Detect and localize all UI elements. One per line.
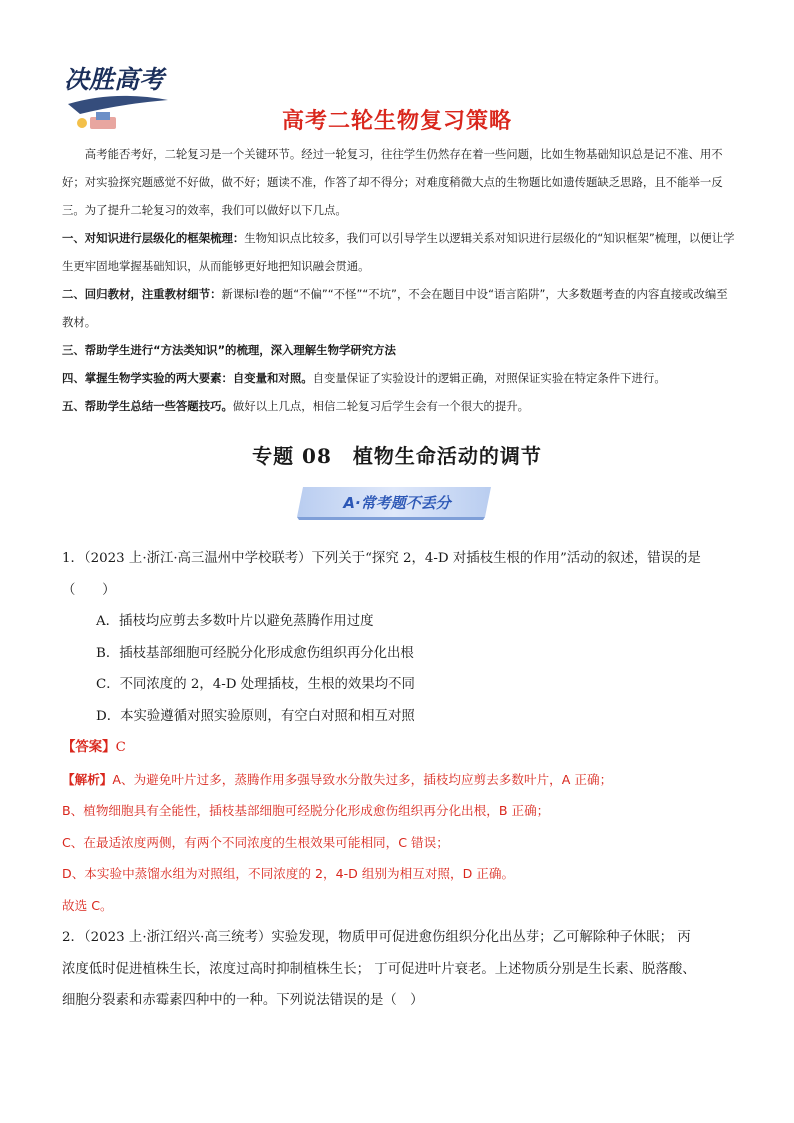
tip-5-body: 做好以上几点，相信二轮复习后学生会有一个很大的提升。 [232,399,530,413]
answer-value: C [115,740,126,755]
tip-2 [62,280,736,336]
question-2-line-3: 细胞分裂素和赤霉素四种中的一种。下列说法错误的是（ ） [62,993,424,1008]
section-badge-label: A·常考题不丢分 [343,494,451,512]
tip-1-body: 生物知识点比较多，我们可以引导学生以逻辑关系对知识进行层级化的“知识框架”梳理，以便让学生更牢固地掌握基础知识，从而能够更好地把知识融会贯通。 [62,231,735,273]
answer-line [62,732,736,764]
analysis-a-text: A、为避免叶片过多，蒸腾作用多强导致水分散失过多，插枝均应剪去多数叶片，A 正确； [112,771,613,787]
conclusion: 故选 C。 [62,897,113,913]
analysis-line-d: D、本实验中蒸馏水组为对照组，不同浓度的 2，4-D 组别为相互对照，D 正确。 [62,866,515,881]
tip-5 [62,392,736,420]
tip-3-heading: 三、帮助学生进行“方法类知识”的梳理，深入理解生物学研究方法 [62,343,396,357]
intro-section [62,140,736,420]
analysis-tag: 【解析】 [62,771,113,787]
document-title: 高考二轮生物复习策略 [281,109,512,134]
option-d: D．本实验遵循对照实验原则，有空白对照和相互对照 [96,708,415,724]
option-a: A．插枝均应剪去多数叶片以避免蒸腾作用过度 [96,614,374,629]
question-1 [62,543,736,921]
tip-1 [62,224,736,280]
question-1-stem-bracket: （ ） [62,582,116,598]
question-2-line-2: 浓度低时促进植株生长，浓度过高时抑制植株生长； 丁可促进叶片衰老。上述物质分别是生长素、脱落酸、 [62,961,696,977]
question-2 [62,922,736,1017]
tip-5-heading: 五、帮助学生总结一些答题技巧。 [62,399,233,413]
tip-1-heading: 一、对知识进行层级化的框架梳理： [62,231,245,245]
tip-4-heading: 四、掌握生物学实验的两大要素：自变量和对照。 [62,371,313,385]
logo-text: 决胜高考 [64,65,165,94]
tip-2-body: 新课标Ⅰ卷的题“不偏”“不怪”“不坑”，不会在题目中设“语言陷阱”，大多数题考查的内容直接或改编至教材。 [62,287,728,329]
topic-title: 专题 08 植物生命活动的调节 [252,444,542,468]
option-c: C．不同浓度的 2，4-D 处理插枝，生根的效果均不同 [96,677,415,692]
question-1-stem: 1．（2023 上·浙江·高三温州中学校联考）下列关于“探究 2，4-D 对插枝生根的作用”活动的叙述，错误的是 [62,551,701,566]
tip-4-body: 自变量保证了实验设计的逻辑正确，对照保证实验在特定条件下进行。 [312,371,666,385]
analysis-line-c: C、在最适浓度两侧，有两个不同浓度的生根效果可能相同，C 错误； [62,834,449,850]
analysis-line-b: B、植物细胞具有全能性，插枝基部细胞可经脱分化形成愈伤组织再分化出根，B 正确； [62,803,550,818]
tip-2-heading: 二、回归教材，注重教材细节： [62,287,222,301]
tip-3 [62,336,736,364]
section-badge [297,483,497,521]
option-b: B．插枝基部细胞可经脱分化形成愈伤组织再分化出根 [96,645,414,661]
tip-4 [62,364,736,392]
answer-tag: 【答案】 [62,740,116,755]
question-2-line-1: 2．（2023 上·浙江绍兴·高三统考）实验发现，物质甲可促进愈伤组织分化出丛芽；乙可解除种子休眠； 丙 [62,930,691,945]
analysis-line-a [62,764,736,796]
intro-paragraph: 高考能否考好，二轮复习是一个关键环节。经过一轮复习，往往学生仍然存在着一些问题，比如生物基础知识总是记不准、用不好；对实验探究题感觉不好做，做不好；题读不准，作答了却不得分；对难度稍微大点的生物题比如遗传题缺乏思路，且不能举一反三。为了提升二轮复习的效率，我们可以做好以下几点。 [62,147,723,217]
